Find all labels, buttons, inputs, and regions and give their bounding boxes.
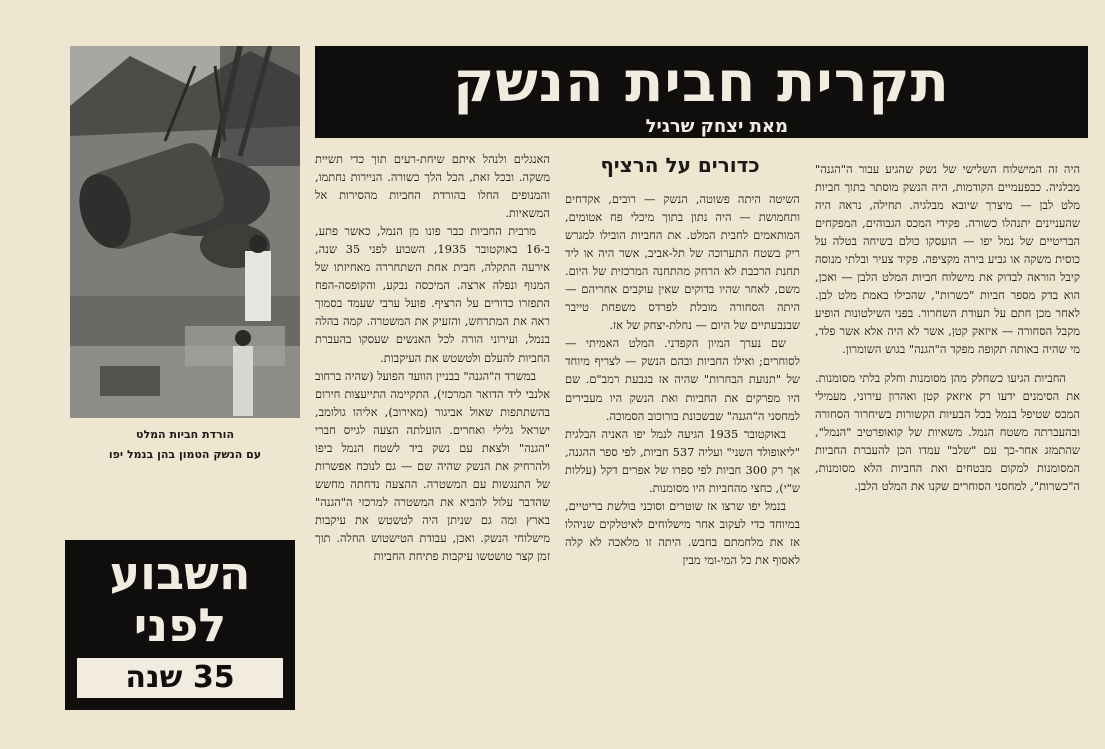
paragraph: היה זה המישלוח השלישי של נשק שהגיע עבור ה"הגנה" מבלגיה. כבפעמיים הקודמות, היה הנשק מוסתר בתוך חביות מלט לבן — מיצרך שיובא מבלגיה. תחילה, נראה היה שהעניינים יתנהלו כשורה. פקידי המכס הגבוהים, המפקחים הבריטיים של נמל יפו — הועסקו כולם בשיחה בטלה על כוסית משקה או גביע בירה מקציפה. פקיד צעיר ובלתי מנוסה קיבל הוראה לבדוק את מישלוח חביות המלט הלבן — ואכן, הוא בדק מספר חביות "כשרות", שהכילו באמת מלט לבן. לאחר מכן חתם על תעודת השחרור. בפני השילטונות הופיע מקבל הסחורה — איזאק קטן, אשר לא היה אלא אשר פלד, מי שהיה באותה תקופה מפקד ה"הגנה" בגוש השומרון. [815,162,1080,357]
paragraph: בנמל יפו שרצו אז שוטרים וסוכני בולשת בריטיים, במיוחד כדי לעקוב אחר מישלוחים לאיטלקים שניהלו אז את מלחמתם בחבש. היתה זו מלאכה לא קלה לאסוף את כל המי-ומי מבין [565,498,800,567]
paragraph: באוקטובר 1935 הגיעה לנמל יפו האניה הבלגית "ליאופולד השני" ועליה 537 חביות, לפי ספר ההגנה, אך רק 300 חביות לפי ספרו של אפרים דקל (עללות ש"י), כחצי מהחביות היו מסומנות. [565,426,800,495]
paragraph: מרבית החביות כבר פונו מן הנמל, כאשר פתע, ב-16 באוקטובר 1935, השבוע לפני 35 שנה, אירעה התקלה, חבית אחת השתחררה מאחיזתו של המנוף ונפלה ארצה. המיכסה נבקע, והקופסה-הפח התפזרו כדורים על הרציף. פועל ערבי שעמד בסמוך ראה את המתרחש, והזעיק את המשטרה. קמה בהלה בנמל, ועירוני הורה לכל האנשים שעסקו בהעברת החביות להעלם ולטשטש את העיקבות. [315,224,550,365]
article-byline: מאת יצחק שרגיל [645,116,788,137]
paragraph: במשרד ה"הגנה" בבניין הוועד הפועל (שהיה ברחוב אלנבי ליד הדואר המרכזי), התקיימה התייעצות חירום בהשתתפות שאול אביגור (מאירוב), אליהו גולומב, ישראל גלילי ואחרים. הועלתה הצעה לגייס חברי "הגנה" ולצאת עם נשק ביד לשטח הנמל ביפו ולהרחיק את הנשק שהיה שם — גם לנוכח אפשרות של התנגשות עם המשטרה. ההצעה נדחתה מחשש שהדבר עלול להביא את המשטרה למרכזי ה"הגנה" בארץ ומה גם שניתן היה לטשטש את עיקבות מישלוחי הנשק. ואכן, עבודת הטישטוש החלה. תוך זמן קצר טושטשו עיקבות פתיחת החביות [315,368,550,564]
barrels-unloading-photo [70,46,300,418]
text-column-middle [565,190,800,569]
text-column-left [315,150,550,565]
paragraph: שם נערך המיון הקפדני. המלט האמיתי — לסוחרים; ואילו החביות ובהם הנשק — לצריף מיוחד של "תנועת הבחרות" שהיה אז בגבעת רמב"ם. שם היו מפרקים את החביות ואת הנשק היו מעבירים למחסני ה"הגנה" שבשכונת בורוכוב הסמוכה. [565,336,800,423]
headline-box [315,46,1088,138]
section-subheading: כדורים על הרציף [600,153,760,177]
article-headline: תקרית חבית הנשק [453,50,950,115]
paragraph: השיטה היתה פשוטה, הנשק — רובים, אקדחים ותחמושת — היה נתון בתוך מיכלי פח אטומים, המותאמים לחבית המלט. את החביות הובילו למגרש ריק בשטח התערוכה של תל-אביב, אשר היה או ליד תחנת הרכבת לא הרחק מהתחנה המרכזית של היום. משם, לאחר שהיו בדוקים שאין עוקבים אחריהם — היתה הסחורה מובלת לפרדס משפחת טייבר שבנבעתיים של היום — נחלת-יצחק של אז. [565,192,800,333]
photo-caption [70,425,300,465]
caption-line-1: הורדת חביות המלט [135,428,235,441]
box-line-1: השבוע [109,546,251,600]
box-years-strip: 35 שנה [77,658,283,698]
box-line-2: לפני [133,598,227,652]
thirty-five-years-ago-box [65,540,295,710]
text-column-right [815,160,1080,495]
paragraph: החביות הגיעו כשחלק מהן מסומנות וחלק בלתי מסומנות. את הסימנים ידעו רק איזאק קטן ואהרון עירוני, מעמילי המכס שטיפל בנמל בכל הבעיות הקשורות בשיחרור הסחורה ובהעברתה משטח הנמל. משאיות של קואופרטיב "הנמל", שהתמזג אחר-כך עם "שלב" עמדו הכן להעברת החביות המסומנות למקום מבטחים ואת החביות הלא מסומנות, ה"כשרות", למחסני הסוחרים שקנו את המלט הלבן. [815,370,1080,493]
caption-line-2: עם הנשק הטמון בהן בנמל יפו [108,448,262,461]
crane-barrels-illustration [70,46,300,418]
paragraph: האנגלים ולנהל איתם שיחת-רעים תוך כדי תשיית משקה. ובכל זאת, הכל הלך כשורה. הניירות נחתמו, והמנופים החלו בהורדת החביות מהסירות אל המשאיות. [315,152,550,221]
